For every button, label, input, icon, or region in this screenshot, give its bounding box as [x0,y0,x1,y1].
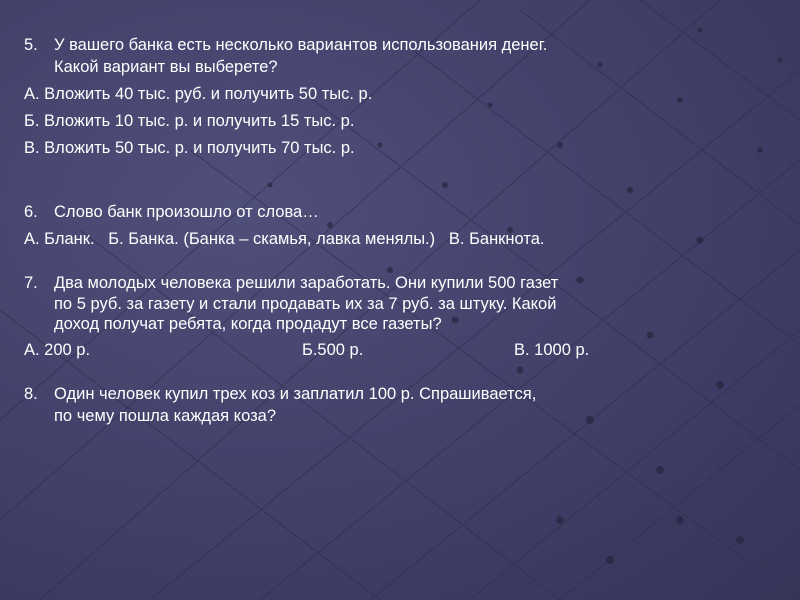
answer-option: Б.500 р. [302,341,364,359]
answer-option: Б. Вложить 10 тыс. р. и получить 15 тыс. р. [24,112,355,130]
question-text-line: Слово банк произошло от слова… [54,203,319,221]
question-text-line: Какой вариант вы выберете? [54,58,278,76]
answer-option: В. Вложить 50 тыс. р. и получить 70 тыс. р. [24,139,355,157]
question-text-line: Два молодых человека решили заработать. Они купили 500 газет [54,274,559,292]
question-number: 6. [24,203,38,221]
question-text-line: по 5 руб. за газету и стали продавать их за 7 руб. за штуку. Какой [54,295,557,313]
question-text-line: Один человек купил трех коз и заплатил 100 р. Спрашивается, [54,385,537,403]
question-7 [24,272,784,361]
answer-option: А. 200 р. [24,341,91,359]
question-text-line: по чему пошла каждая коза? [54,407,277,425]
question-5 [24,34,784,159]
answer-option: В. 1000 р. [514,341,590,359]
answer-options: А. Бланк. Б. Банка. (Банка – скамья, лавка менялы.) В. Банкнота. [24,230,545,248]
question-8 [24,383,784,427]
question-number: 5. [24,36,38,54]
question-number: 7. [24,274,38,292]
question-text-line: У вашего банка есть несколько вариантов использования денег. [54,36,548,54]
question-number: 8. [24,385,38,403]
answer-row [24,339,784,361]
question-text-line: доход получат ребята, когда продадут все газеты? [54,315,442,333]
question-6 [24,201,784,250]
slide-text-content [24,34,784,427]
answer-option: А. Вложить 40 тыс. руб. и получить 50 тыс. р. [24,85,373,103]
